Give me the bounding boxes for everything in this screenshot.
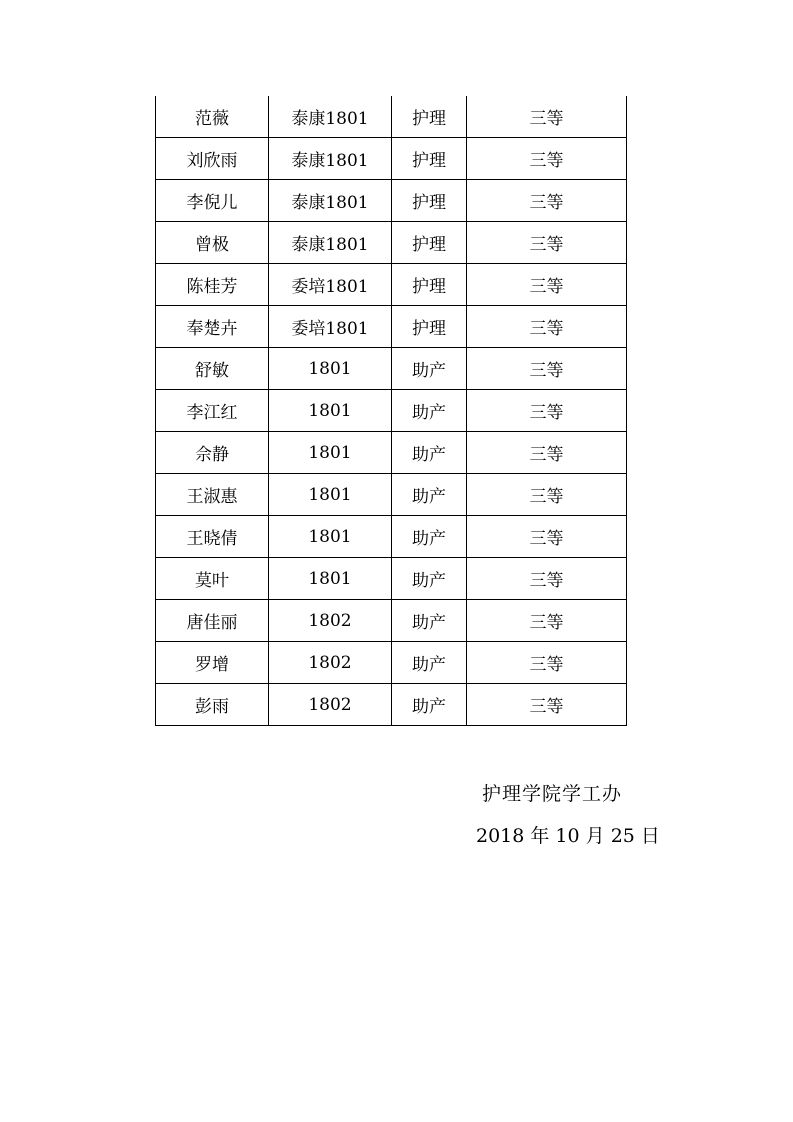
award-level-cell: 三等	[467, 642, 627, 684]
major-cell: 助产	[392, 642, 467, 684]
table-row	[156, 516, 627, 558]
award-level-cell: 三等	[467, 306, 627, 348]
major-cell: 护理	[392, 264, 467, 306]
major-cell: 助产	[392, 516, 467, 558]
class-cell: 1801	[269, 474, 392, 516]
major-cell: 助产	[392, 684, 467, 726]
major-cell: 助产	[392, 390, 467, 432]
major-cell: 助产	[392, 432, 467, 474]
award-level-cell: 三等	[467, 180, 627, 222]
award-level-cell: 三等	[467, 600, 627, 642]
issue-date: 2018 年 10 月 25 日	[476, 825, 660, 847]
major-cell: 助产	[392, 474, 467, 516]
class-cell: 1801	[269, 432, 392, 474]
award-level-cell: 三等	[467, 348, 627, 390]
table-row	[156, 180, 627, 222]
class-cell: 泰康1801	[269, 138, 392, 180]
student-name-cell: 王淑惠	[156, 474, 269, 516]
table-row	[156, 306, 627, 348]
award-level-cell: 三等	[467, 138, 627, 180]
major-cell: 护理	[392, 306, 467, 348]
student-name-cell: 莫叶	[156, 558, 269, 600]
class-cell: 泰康1801	[269, 180, 392, 222]
table-row	[156, 558, 627, 600]
class-cell: 泰康1801	[269, 96, 392, 138]
class-cell: 1802	[269, 600, 392, 642]
table-row	[156, 474, 627, 516]
student-name-cell: 佘静	[156, 432, 269, 474]
class-cell: 1801	[269, 516, 392, 558]
table-row	[156, 684, 627, 726]
major-cell: 护理	[392, 222, 467, 264]
major-cell: 护理	[392, 96, 467, 138]
major-cell: 护理	[392, 180, 467, 222]
award-list-table	[155, 96, 627, 726]
table-row	[156, 222, 627, 264]
student-name-cell: 刘欣雨	[156, 138, 269, 180]
award-level-cell: 三等	[467, 390, 627, 432]
award-level-cell: 三等	[467, 222, 627, 264]
student-name-cell: 陈桂芳	[156, 264, 269, 306]
class-cell: 1801	[269, 348, 392, 390]
table-row	[156, 600, 627, 642]
award-level-cell: 三等	[467, 96, 627, 138]
student-name-cell: 曾极	[156, 222, 269, 264]
award-table-body	[156, 96, 627, 726]
award-level-cell: 三等	[467, 558, 627, 600]
student-name-cell: 李江红	[156, 390, 269, 432]
student-name-cell: 舒敏	[156, 348, 269, 390]
award-level-cell: 三等	[467, 474, 627, 516]
class-cell: 1802	[269, 684, 392, 726]
table-row	[156, 432, 627, 474]
class-cell: 委培1801	[269, 264, 392, 306]
major-cell: 助产	[392, 558, 467, 600]
student-name-cell: 范薇	[156, 96, 269, 138]
award-level-cell: 三等	[467, 516, 627, 558]
award-level-cell: 三等	[467, 264, 627, 306]
student-name-cell: 罗增	[156, 642, 269, 684]
table-row	[156, 390, 627, 432]
award-level-cell: 三等	[467, 684, 627, 726]
major-cell: 助产	[392, 348, 467, 390]
table-row	[156, 642, 627, 684]
class-cell: 委培1801	[269, 306, 392, 348]
table-row	[156, 348, 627, 390]
student-name-cell: 奉楚卉	[156, 306, 269, 348]
table-row	[156, 138, 627, 180]
major-cell: 护理	[392, 138, 467, 180]
class-cell: 1801	[269, 390, 392, 432]
student-name-cell: 王晓倩	[156, 516, 269, 558]
student-name-cell: 唐佳丽	[156, 600, 269, 642]
class-cell: 泰康1801	[269, 222, 392, 264]
student-name-cell: 彭雨	[156, 684, 269, 726]
class-cell: 1802	[269, 642, 392, 684]
table-row	[156, 96, 627, 138]
award-level-cell: 三等	[467, 432, 627, 474]
major-cell: 助产	[392, 600, 467, 642]
table-row	[156, 264, 627, 306]
issuing-office: 护理学院学工办	[482, 783, 623, 805]
student-name-cell: 李倪儿	[156, 180, 269, 222]
class-cell: 1801	[269, 558, 392, 600]
